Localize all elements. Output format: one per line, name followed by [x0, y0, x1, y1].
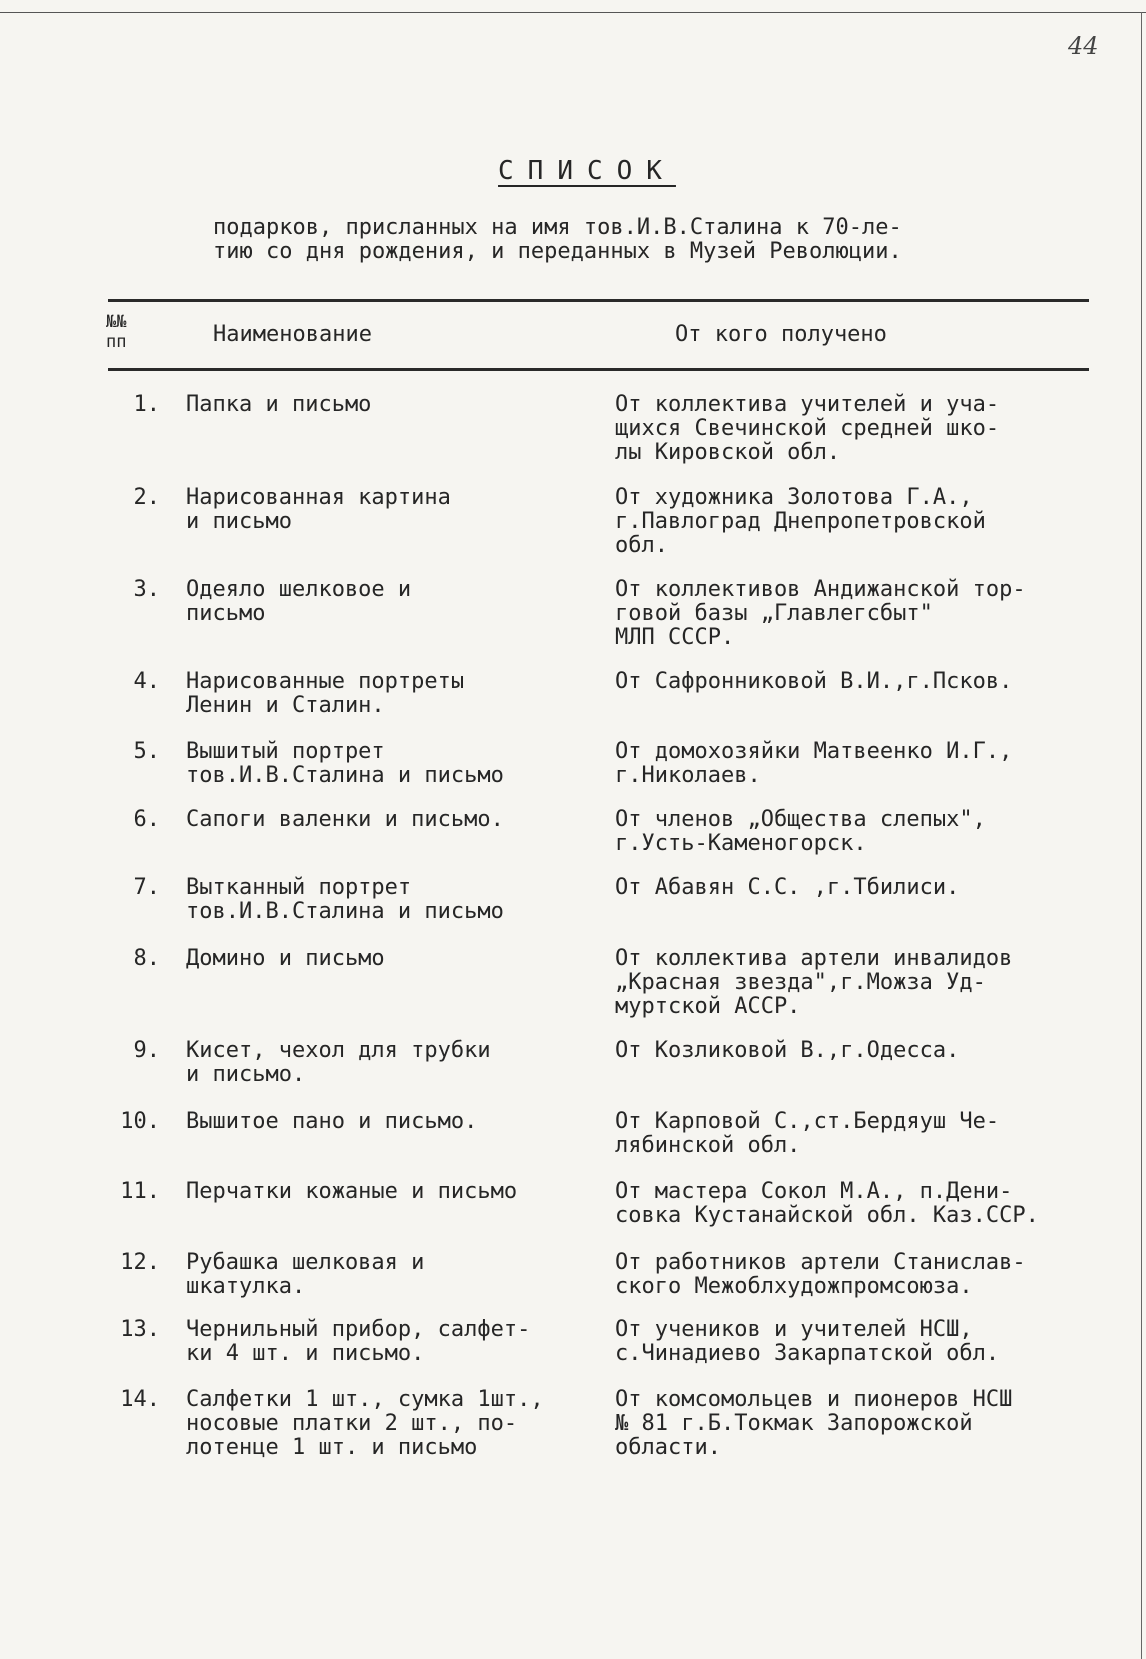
gift-sender: От Козликовой В.,г.Одесса. [615, 1038, 960, 1063]
gift-name: Папка и письмо [186, 392, 372, 417]
document-title: СПИСОК [498, 156, 676, 186]
gift-name: Салфетки 1 шт., сумка 1шт., носовые платки 2 шт., по- лотенце 1 шт. и письмо [186, 1387, 544, 1460]
row-number: 2. [133, 485, 160, 510]
gift-name: Вышитое пано и письмо. [186, 1109, 478, 1134]
row-number: 9. [133, 1038, 160, 1063]
gift-sender: От мастера Сокол М.А., п.Дени- совка Кустанайской обл. Каз.ССР. [615, 1179, 1039, 1228]
row-number: 14. [120, 1387, 160, 1412]
column-header-name: Наименование [213, 322, 372, 347]
page-number: 44 [1068, 32, 1099, 60]
row-number: 12. [120, 1250, 160, 1275]
gift-name: Вытканный портрет тов.И.В.Сталина и письмо [186, 875, 504, 924]
gift-sender: От работников артели Станислав- ского Межоблхудожпромсоюза. [615, 1250, 1026, 1299]
row-number: 6. [133, 807, 160, 832]
gift-name: Сапоги валенки и письмо. [186, 807, 504, 832]
gift-sender: От членов „Общества слепых", г.Усть-Каменогорск. [615, 807, 986, 856]
document-subtitle: подарков, присланных на имя тов.И.В.Сталина к 70-ле- тию со дня рождения, и переданных в Музей Революции. [213, 215, 902, 264]
row-number: 8. [133, 946, 160, 971]
row-number: 13. [120, 1317, 160, 1342]
column-header-from: От кого получено [675, 322, 887, 347]
column-header-number: №№ пп [106, 312, 127, 352]
page-edge-top [0, 12, 1146, 13]
gift-sender: От Абавян С.С. ,г.Тбилиси. [615, 875, 960, 900]
gift-name: Нарисованная картина и письмо [186, 485, 451, 534]
gift-name: Перчатки кожаные и письмо [186, 1179, 518, 1204]
gift-sender: От Сафронниковой В.И.,г.Псков. [615, 669, 1013, 694]
gift-name: Домино и письмо [186, 946, 385, 971]
gift-name: Рубашка шелковая и шкатулка. [186, 1250, 425, 1299]
row-number: 11. [120, 1179, 160, 1204]
gift-sender: От коллективов Андижанской тор- говой базы „Главлегсбыт" МЛП СССР. [615, 577, 1026, 650]
header-rule-bottom [108, 368, 1089, 371]
page-edge-right [1141, 12, 1142, 1659]
gift-sender: От художника Золотова Г.А., г.Павлоград Днепропетровской обл. [615, 485, 986, 558]
gift-sender: От коллектива учителей и уча- щихся Свечинской средней шко- лы Кировской обл. [615, 392, 1000, 465]
gift-name: Вышитый портрет тов.И.В.Сталина и письмо [186, 739, 504, 788]
row-number: 3. [133, 577, 160, 602]
gift-name: Нарисованные портреты Ленин и Сталин. [186, 669, 465, 718]
gift-sender: От домохозяйки Матвеенко И.Г., г.Николаев. [615, 739, 1013, 788]
gift-name: Кисет, чехол для трубки и письмо. [186, 1038, 491, 1087]
gift-sender: От комсомольцев и пионеров НСШ № 81 г.Б.Токмак Запорожской области. [615, 1387, 1013, 1460]
gift-sender: От учеников и учителей НСШ, с.Чинадиево Закарпатской обл. [615, 1317, 1000, 1366]
gift-name: Чернильный прибор, салфет- ки 4 шт. и письмо. [186, 1317, 531, 1366]
row-number: 4. [133, 669, 160, 694]
row-number: 10. [120, 1109, 160, 1134]
header-rule-top [108, 299, 1089, 302]
row-number: 5. [133, 739, 160, 764]
gift-name: Одеяло шелковое и письмо [186, 577, 412, 626]
row-number: 1. [133, 392, 160, 417]
row-number: 7. [133, 875, 160, 900]
gift-sender: От Карповой С.,ст.Бердяуш Че- лябинской обл. [615, 1109, 1000, 1158]
gift-sender: От коллектива артели инвалидов „Красная звезда",г.Можза Уд- муртской АССР. [615, 946, 1013, 1019]
